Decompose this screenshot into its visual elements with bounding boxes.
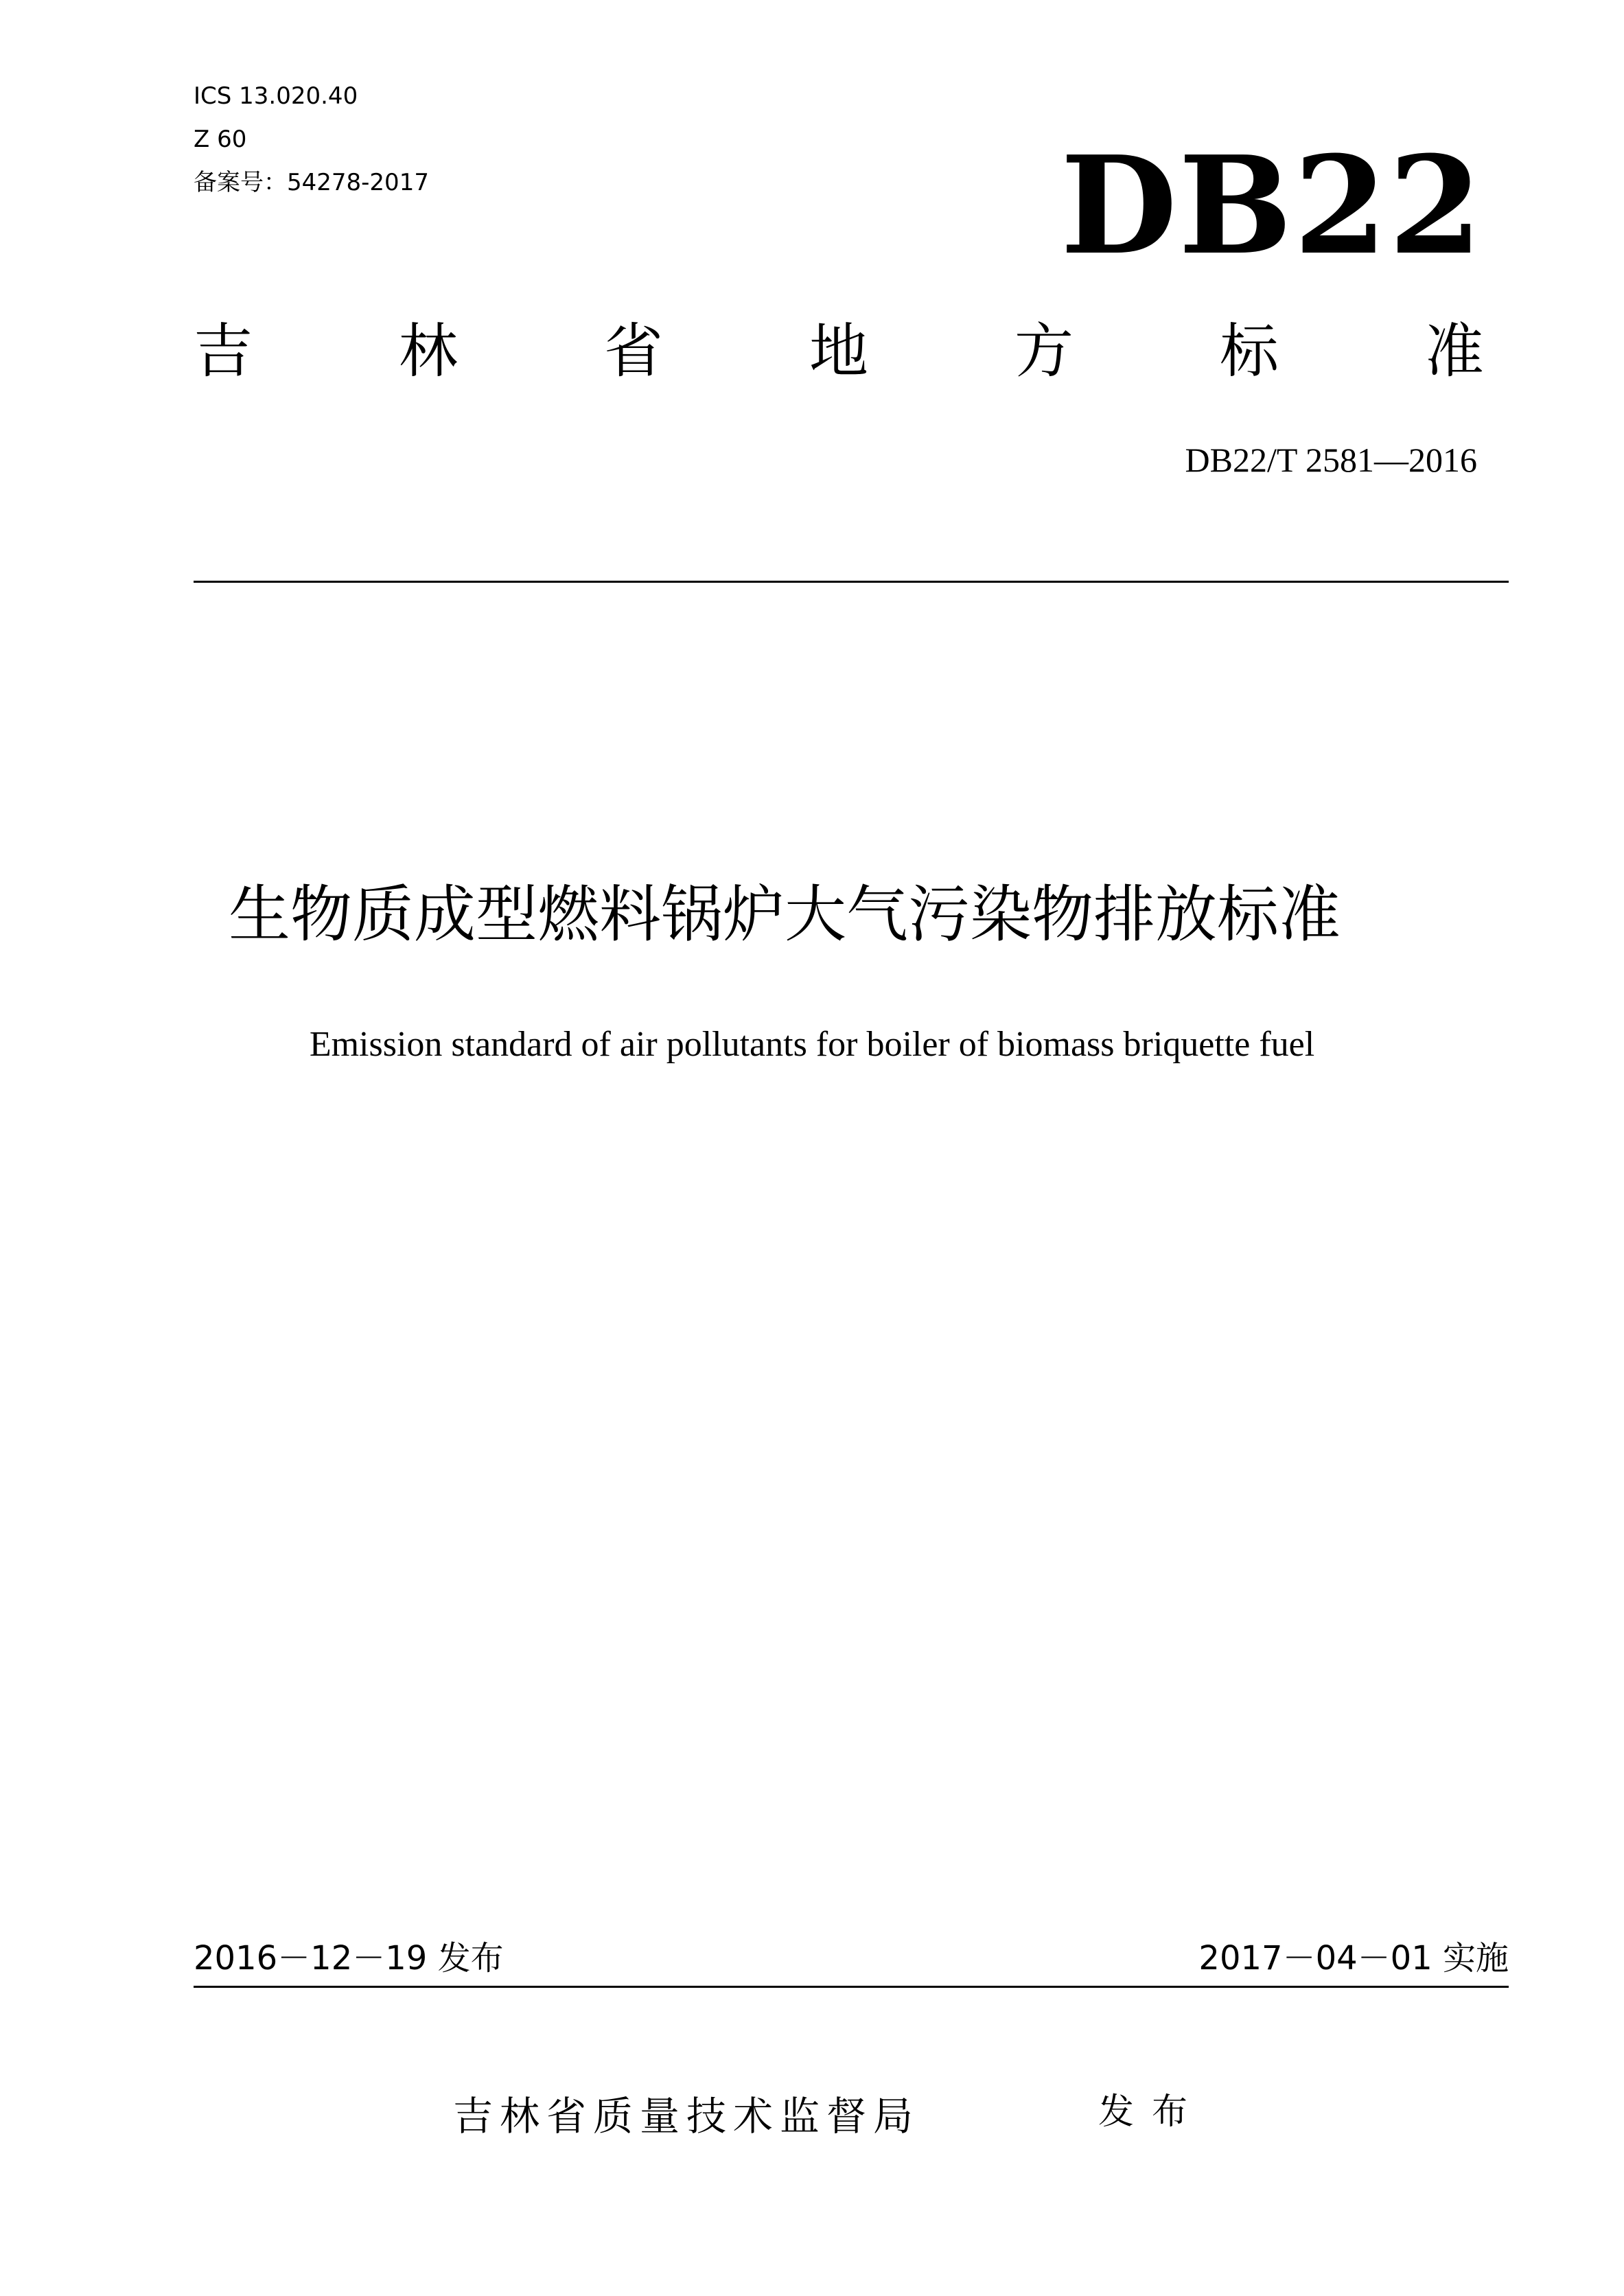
issue-action: 发布 [1098, 2091, 1206, 2133]
footer-divider [194, 1986, 1509, 1988]
standard-number: DB22/T 2581—2016 [1185, 441, 1477, 479]
standard-logo: DB22 [1060, 127, 1484, 285]
standard-type-char: 标 [1220, 317, 1279, 386]
document-title-zh: 生物质成型燃料锅炉大气污染物排放标准 [229, 879, 1341, 951]
implementation-date: 2017－04－01 实施 [1198, 1939, 1509, 1978]
filing-number: 备案号：54278-2017 [194, 169, 429, 196]
standard-type-char: 方 [1014, 317, 1074, 386]
standard-type-char: 省 [604, 317, 663, 386]
header-divider [194, 581, 1509, 583]
standard-type-char: 地 [809, 317, 868, 386]
standard-type-heading [194, 317, 1484, 386]
standard-type-char: 吉 [194, 317, 253, 386]
issuing-authority: 吉林省质量技术监督局 [453, 2093, 920, 2140]
standard-type-char: 准 [1425, 317, 1484, 386]
standard-type-char: 林 [399, 317, 458, 386]
ccs-code: Z 60 [194, 126, 247, 153]
issue-date: 2016－12－19 发布 [194, 1939, 504, 1978]
ics-code: ICS 13.020.40 [194, 82, 358, 110]
document-title-en: Emission standard of air pollutants for boiler of biomass briquette fuel [309, 1025, 1315, 1064]
